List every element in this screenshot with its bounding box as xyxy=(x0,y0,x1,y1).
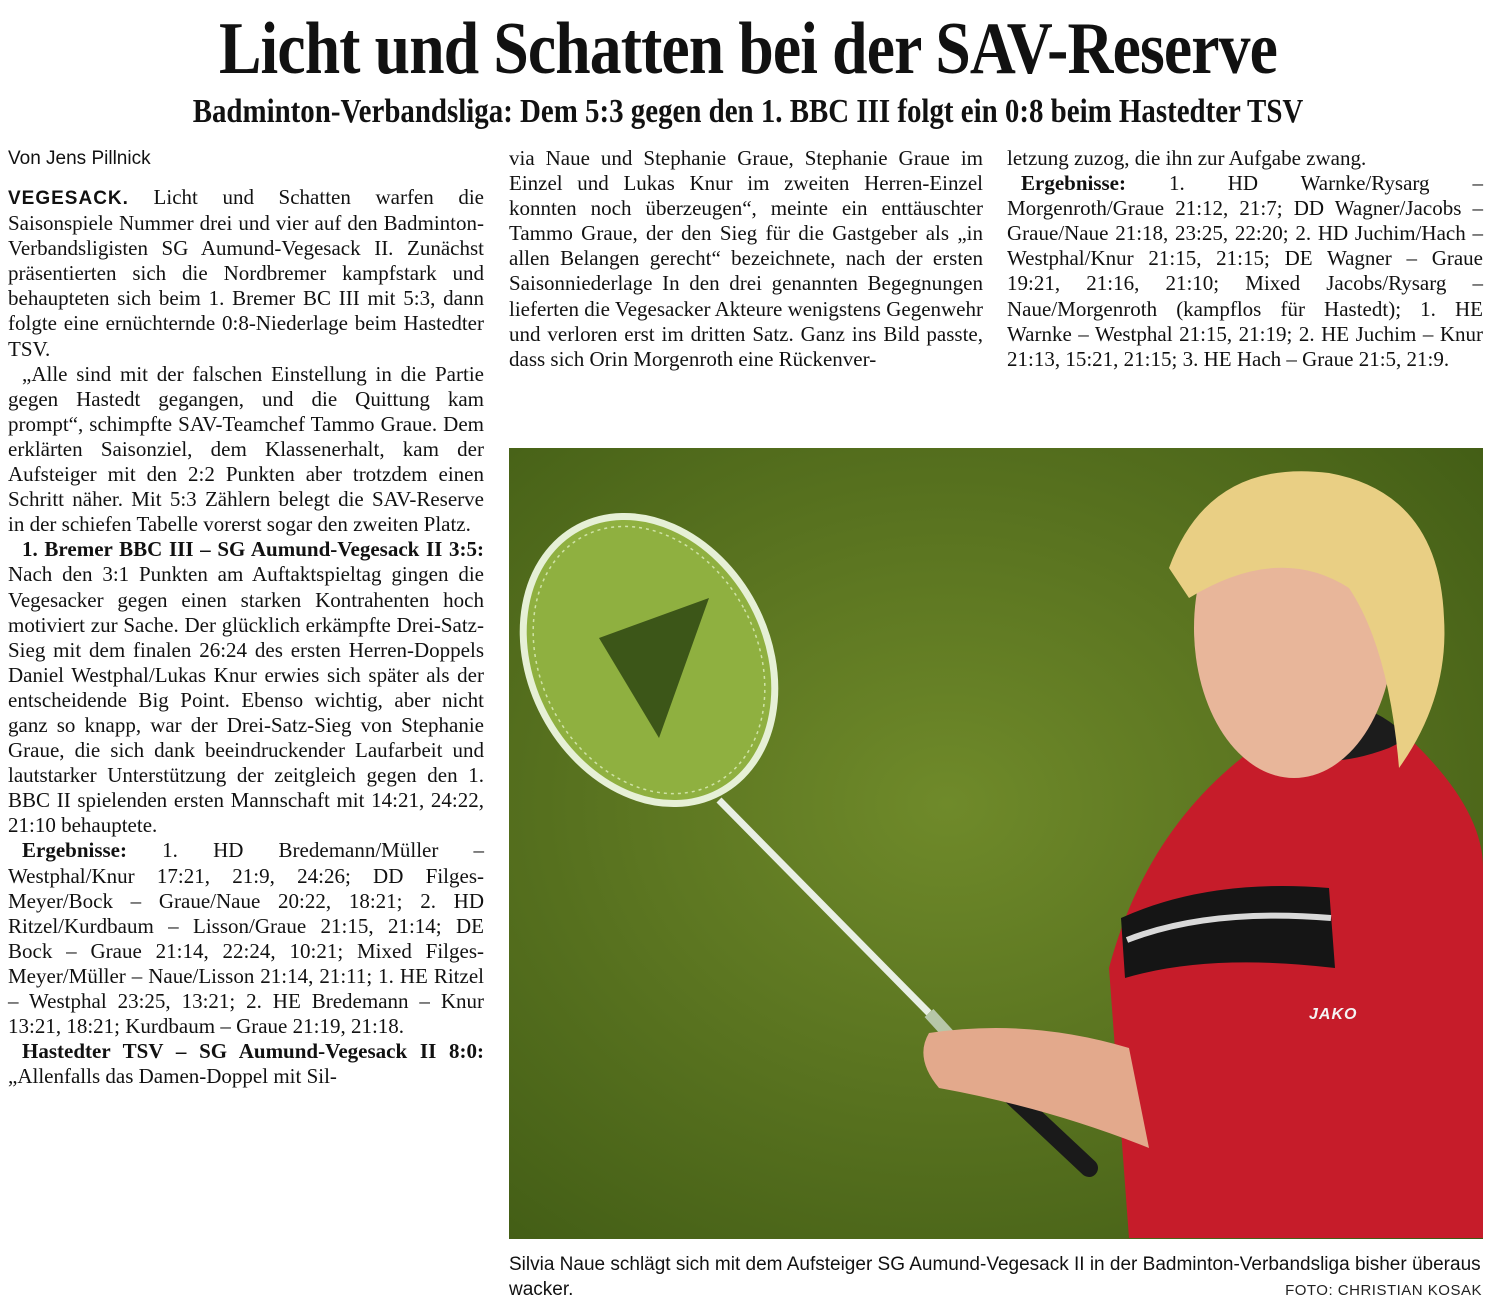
article-column-1 xyxy=(8,146,484,1089)
photo-caption: Silvia Naue schlägt sich mit dem Aufsteiger SG Aumund-Vegesack II in der Badminton-Verbandsliga bisher überaus wacker. xyxy=(509,1254,1481,1300)
photo-illustration xyxy=(509,448,1483,1239)
paragraph-continued: via Naue und Stephanie Graue, Stephanie Graue im Einzel und Lukas Knur im zweiten Herren-Einzel konnten noch überzeugen“, meinte ein enttäuschter Tammo Graue, der den Sieg für die Gastgeber als „in allen Belangen gerecht“ bezeichnete, nach der ersten Saisonniederlage In den drei genannten Begegnungen lieferten die Vegesacker Akteure wenigstens Gegenwehr und verloren erst im dritten Satz. Ganz ins Bild passte, dass sich Orin Morgenroth eine Rückenver- xyxy=(509,146,983,371)
paragraph-results-1 xyxy=(8,838,484,1039)
photo-credit: FOTO: CHRISTIAN KOSAK xyxy=(1285,1282,1482,1299)
subheadline: Badminton-Verbandsliga: Dem 5:3 gegen den 1. BBC III folgt ein 0:8 beim Hastedter TSV xyxy=(192,93,1304,130)
paragraph-match-1 xyxy=(8,537,484,838)
jako-logo: JAKO xyxy=(1309,1006,1358,1023)
paragraph-match-2 xyxy=(8,1039,484,1089)
run-in-heading: Hastedter TSV – SG Aumund-Vegesack II 8:0: xyxy=(22,1039,484,1064)
byline: Von Jens Pillnick xyxy=(8,148,151,169)
paragraph-text: 1. HD Bredemann/Müller – Westphal/Knur 17:21, 21:9, 24:26; DD Filges-Meyer/Bock – Graue/Naue 20:22, 18:21; 2. HD Ritzel/Kurdbaum – Lisson/Graue 21:15, 21:14; DE Bock – Graue 21:14, 22:24, 10:21; Mixed Filges-Meyer/Müller – Naue/Lisson 21:14, 21:11; 1. HE Ritzel – Westphal 23:25, 13:21; 2. HE Bredemann – Knur 13:21, 18:21; Kurdbaum – Graue 21:19, 21:18. xyxy=(8,838,484,1039)
paragraph-text: 1. HD Warnke/Rysarg – Morgenroth/Graue 21:12, 21:7; DD Wagner/Jacobs – Graue/Naue 21:18, 23:25, 22:20; 2. HD Juchim/Hach – Westphal/Knur 21:15, 21:15; DE Wagner – Graue 19:21, 21:16, 21:10; Mixed Jacobs/Rysarg – Naue/Morgenroth (kampflos für Hastedt); 1. HE Warnke – Westphal 21:15, 21:19; 2. HE Juchim – Knur 21:13, 15:21, 21:15; 3. HE Hach – Graue 21:5, 21:9. xyxy=(1007,171,1483,371)
paragraph-text: Nach den 3:1 Punkten am Auftaktspieltag gingen die Vegesacker gegen einen starken Kontrahenten hoch motiviert zur Sache. Der glücklich erkämpfte Drei-Satz-Sieg mit dem finalen 26:24 des ersten Herren-Doppels Daniel Westphal/Lukas Knur erwies sich später als der entscheidende Big Point. Ebenso wichtig, aber nicht ganz so knapp, war der Drei-Satz-Sieg von Stephanie Graue, die sich dank beeindruckender Laufarbeit und lautstarker Unterstützung der zeitgleich gegen den 1. BBC II spielenden ersten Mannschaft mit 14:21, 24:22, 21:10 behauptete. xyxy=(8,562,484,838)
article-column-3 xyxy=(1007,146,1483,372)
paragraph-text: Licht und Schatten warfen die Saisonspiele Nummer drei und vier auf den Badminton-Verbandsligisten SG Aumund-Vegesack II. Zunächst präsentierten sich die Nordbremer kampfstark und behaupteten sich beim 1. Bremer BC III mit 5:3, dann folgte eine ernüchternde 0:8-Niederlage beim Hastedter TSV. xyxy=(8,185,485,361)
run-in-heading: 1. Bremer BBC III – SG Aumund-Vegesack II 3:5: xyxy=(22,537,484,562)
player-figure xyxy=(923,471,1483,1238)
headline: Licht und Schatten bei der SAV-Reserve xyxy=(218,8,1278,90)
paragraph-intro xyxy=(8,185,484,362)
article-column-2 xyxy=(509,146,983,372)
paragraph-text: „Allenfalls das Damen-Doppel mit Sil- xyxy=(8,1064,337,1089)
run-in-heading: Ergebnisse: xyxy=(22,838,127,863)
paragraph-results-2 xyxy=(1007,171,1483,372)
dateline: VEGESACK. xyxy=(8,188,129,209)
run-in-heading: Ergebnisse: xyxy=(1021,171,1126,196)
paragraph-continued: letzung zuzog, die ihn zur Aufgabe zwang. xyxy=(1007,146,1367,170)
article-photo xyxy=(509,448,1483,1239)
paragraph-quote: „Alle sind mit der falschen Einstellung in die Partie gegen Hastedt gegangen, und die Quittung kam prompt“, schimpfte SAV-Teamchef Tammo Graue. Dem erklärten Saisonziel, dem Klassenerhalt, kam der Aufsteiger mit den 2:2 Punkten aber trotzdem einen Schritt näher. Mit 5:3 Zählern belegt die SAV-Reserve in der schiefen Tabelle vorerst sogar den zweiten Platz. xyxy=(8,361,484,537)
